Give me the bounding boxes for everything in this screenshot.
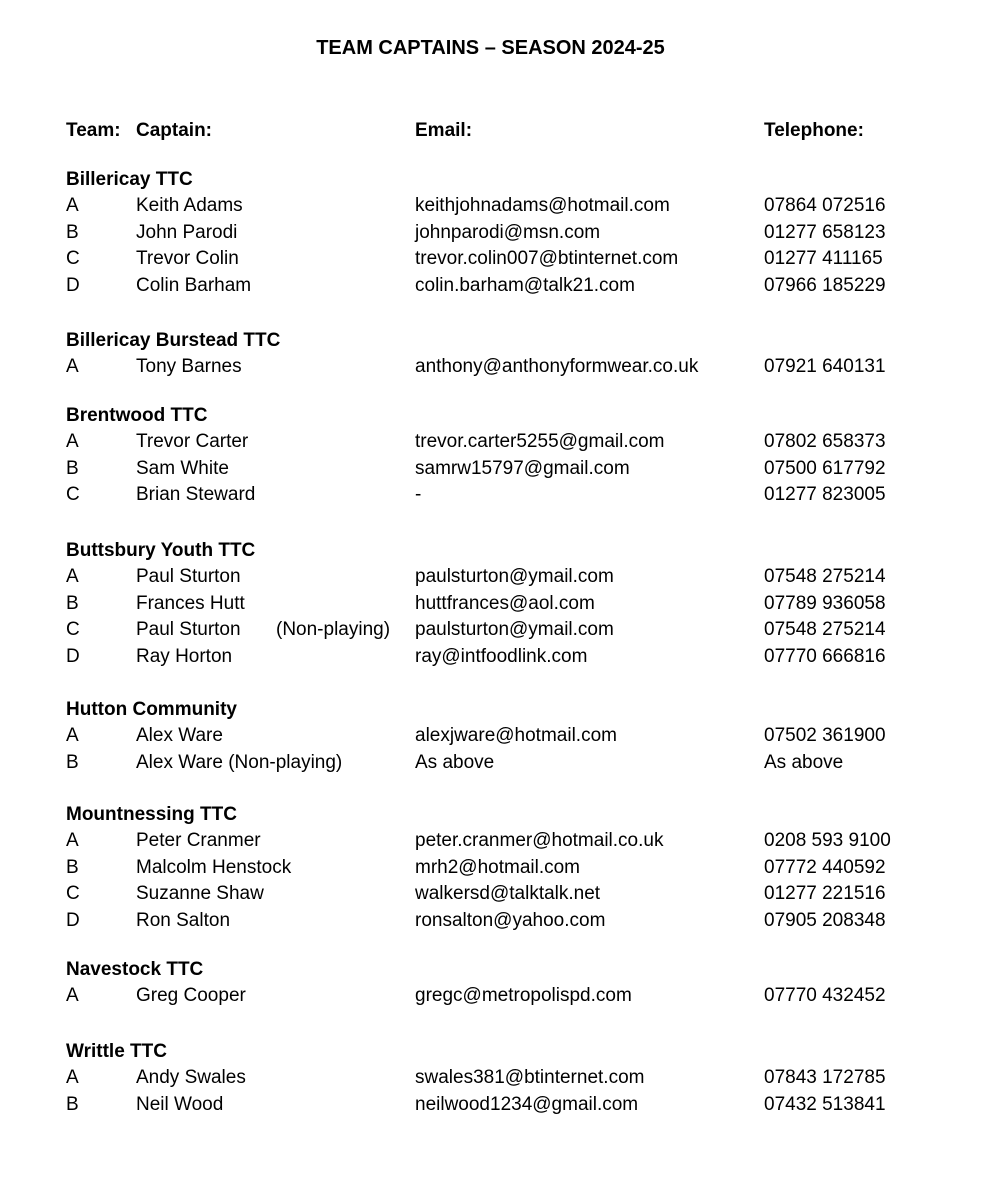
club-name: Mountnessing TTC <box>66 804 237 825</box>
team-letter: B <box>66 751 79 773</box>
captain-telephone: 07966 185229 <box>764 274 886 296</box>
captain-name: Paul Sturton <box>136 566 241 588</box>
captain-telephone: 07770 432452 <box>764 985 886 1007</box>
captain-name: Keith Adams <box>136 195 243 217</box>
captain-telephone: 01277 823005 <box>764 484 886 506</box>
team-row <box>0 1065 981 1091</box>
captain-email: mrh2@hotmail.com <box>415 856 580 878</box>
captain-telephone: 07802 658373 <box>764 431 886 453</box>
club-name: Billericay Burstead TTC <box>66 330 281 351</box>
team-row <box>0 617 981 643</box>
team-letter: A <box>66 431 79 453</box>
header-captain: Captain: <box>136 120 212 141</box>
captain-name: Trevor Carter <box>136 431 249 453</box>
captain-telephone: As above <box>764 751 844 773</box>
team-row <box>0 482 981 508</box>
team-row <box>0 750 981 776</box>
captain-telephone: 07921 640131 <box>764 356 886 378</box>
team-letter: C <box>66 248 80 270</box>
captain-name: Malcolm Henstock <box>136 856 292 878</box>
captain-email: neilwood1234@gmail.com <box>415 1093 639 1115</box>
team-row <box>0 644 981 670</box>
club-heading <box>0 403 981 429</box>
captain-email: johnparodi@msn.com <box>415 221 601 243</box>
club-name: Brentwood TTC <box>66 405 208 426</box>
captain-telephone: 07548 275214 <box>764 619 886 641</box>
club-name: Writtle TTC <box>66 1041 167 1062</box>
captain-email: huttfrances@aol.com <box>415 592 595 614</box>
team-row <box>0 723 981 749</box>
captain-name: Ron Salton <box>136 909 231 931</box>
team-row <box>0 908 981 934</box>
header-team: Team: <box>66 120 121 141</box>
team-row <box>0 881 981 907</box>
captain-telephone: 01277 411165 <box>764 248 883 270</box>
team-row <box>0 273 981 299</box>
captain-email: peter.cranmer@hotmail.co.uk <box>415 830 664 852</box>
team-letter: C <box>66 484 80 506</box>
club-heading <box>0 697 981 723</box>
captain-name: Sam White <box>136 457 229 479</box>
captain-telephone: 07432 513841 <box>764 1093 886 1115</box>
captain-email: alexjware@hotmail.com <box>415 725 617 747</box>
club-heading <box>0 538 981 564</box>
captain-name: Brian Steward <box>136 484 256 506</box>
captain-telephone: 07770 666816 <box>764 645 886 667</box>
captain-email: ray@intfoodlink.com <box>415 645 588 667</box>
captain-email: samrw15797@gmail.com <box>415 457 630 479</box>
page-title: TEAM CAPTAINS – SEASON 2024-25 <box>316 37 665 59</box>
team-letter: B <box>66 457 79 479</box>
team-letter: C <box>66 619 80 641</box>
captain-name: Colin Barham <box>136 274 252 296</box>
captain-email: anthony@anthonyformwear.co.uk <box>415 356 699 378</box>
captain-name: Greg Cooper <box>136 985 246 1007</box>
captain-name: Frances Hutt <box>136 592 245 614</box>
team-letter: A <box>66 195 79 217</box>
club-name: Hutton Community <box>66 699 237 720</box>
column-headers <box>0 118 981 144</box>
team-row <box>0 193 981 219</box>
team-row <box>0 429 981 455</box>
team-row <box>0 983 981 1009</box>
captain-email: keithjohnadams@hotmail.com <box>415 195 670 217</box>
captain-email: As above <box>415 751 495 773</box>
captain-note: (Non-playing) <box>276 619 391 641</box>
club-name: Billericay TTC <box>66 169 193 190</box>
captain-name: Paul Sturton <box>136 619 241 641</box>
club-heading <box>0 802 981 828</box>
captain-telephone: 07502 361900 <box>764 725 886 747</box>
team-letter: B <box>66 592 79 614</box>
captain-telephone: 07772 440592 <box>764 856 886 878</box>
captain-telephone: 07500 617792 <box>764 457 886 479</box>
team-letter: D <box>66 274 80 296</box>
captain-email: paulsturton@ymail.com <box>415 566 614 588</box>
team-letter: A <box>66 725 79 747</box>
club-name: Buttsbury Youth TTC <box>66 540 256 561</box>
captain-name: Ray Horton <box>136 645 233 667</box>
team-letter: D <box>66 909 80 931</box>
captain-name: Andy Swales <box>136 1067 246 1089</box>
team-row <box>0 855 981 881</box>
club-heading <box>0 957 981 983</box>
team-row <box>0 591 981 617</box>
captain-email: ronsalton@yahoo.com <box>415 909 606 931</box>
captain-telephone: 07548 275214 <box>764 566 886 588</box>
team-row <box>0 220 981 246</box>
captain-email: gregc@metropolispd.com <box>415 985 632 1007</box>
captain-name: John Parodi <box>136 221 238 243</box>
team-letter: A <box>66 356 79 378</box>
team-letter: A <box>66 830 79 852</box>
team-row <box>0 354 981 380</box>
captain-name: Trevor Colin <box>136 248 239 270</box>
captain-email: paulsturton@ymail.com <box>415 619 614 641</box>
captain-name: Peter Cranmer <box>136 830 261 852</box>
club-heading <box>0 328 981 354</box>
team-row <box>0 246 981 272</box>
club-heading <box>0 1039 981 1065</box>
captain-telephone: 07843 172785 <box>764 1067 886 1089</box>
team-letter: A <box>66 985 79 1007</box>
captain-name: Tony Barnes <box>136 356 242 378</box>
captain-telephone: 07864 072516 <box>764 195 886 217</box>
captain-name: Alex Ware <box>136 725 223 747</box>
captain-telephone: 07789 936058 <box>764 592 886 614</box>
captain-telephone: 07905 208348 <box>764 909 886 931</box>
team-letter: A <box>66 1067 79 1089</box>
team-letter: A <box>66 566 79 588</box>
captain-email: swales381@btinternet.com <box>415 1067 645 1089</box>
captain-telephone: 0208 593 9100 <box>764 830 891 852</box>
club-name: Navestock TTC <box>66 959 204 980</box>
captain-email: trevor.carter5255@gmail.com <box>415 431 665 453</box>
captain-email: walkersd@talktalk.net <box>415 883 601 905</box>
team-row <box>0 1092 981 1118</box>
captain-name: Neil Wood <box>136 1093 224 1115</box>
captain-name: Alex Ware (Non-playing) <box>136 751 343 773</box>
team-letter: C <box>66 883 80 905</box>
team-letter: B <box>66 221 79 243</box>
header-telephone: Telephone: <box>764 120 864 141</box>
team-row <box>0 456 981 482</box>
captain-telephone: 01277 658123 <box>764 221 886 243</box>
captain-email: - <box>415 484 422 506</box>
header-email: Email: <box>415 120 473 141</box>
club-heading <box>0 167 981 193</box>
captain-email: colin.barham@talk21.com <box>415 274 635 296</box>
team-row <box>0 564 981 590</box>
captain-email: trevor.colin007@btinternet.com <box>415 248 679 270</box>
captain-name: Suzanne Shaw <box>136 883 264 905</box>
team-letter: D <box>66 645 80 667</box>
captain-telephone: 01277 221516 <box>764 883 886 905</box>
team-letter: B <box>66 1093 79 1115</box>
team-letter: B <box>66 856 79 878</box>
team-row <box>0 828 981 854</box>
